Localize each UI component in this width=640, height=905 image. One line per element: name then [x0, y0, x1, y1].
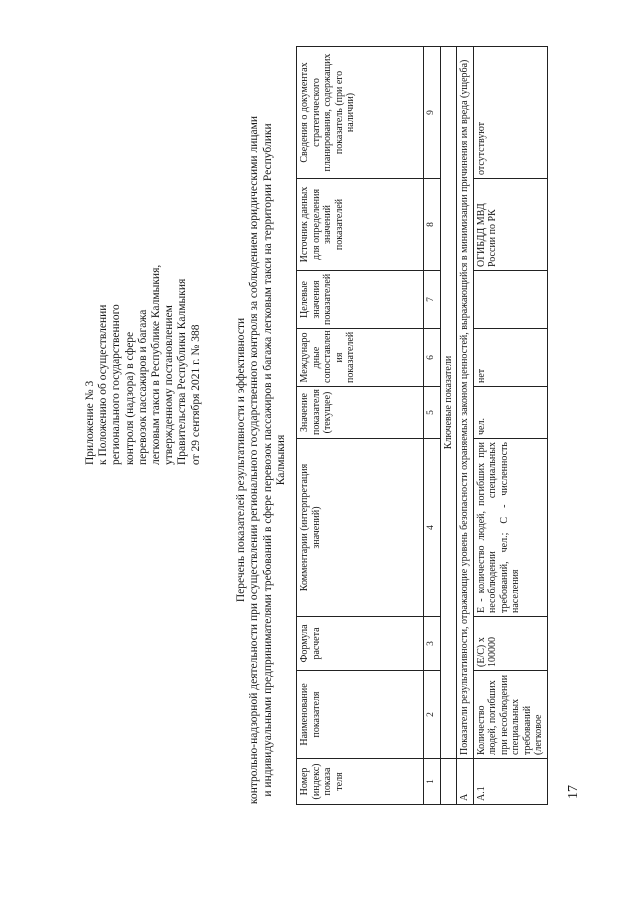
column-number: 6 — [424, 329, 441, 387]
title-line: и индивидуальными предпринимателями требований в сфере перевозок пассажиров и багажа легковым такси на территории Республики — [261, 123, 274, 797]
header-cell-target: Целевые значения показателей — [297, 271, 424, 329]
row-docs: отсутствуют — [473, 47, 547, 179]
row-formula: (Е/С) х 100000 — [473, 617, 547, 671]
title-line: Перечень показателей результативности и эффективности — [235, 317, 247, 603]
header-cell-docs: Сведения о документах стратегического планирования, содержащих показатель (при его наличии) — [297, 47, 424, 179]
annex-block — [84, 145, 203, 465]
annex-line: контроля (надзора) в сфере — [123, 331, 136, 465]
page-number: 17 — [566, 785, 581, 799]
section-a-row — [457, 47, 474, 805]
header-cell-source: Источник данных для определения значений показателей — [297, 179, 424, 271]
document-title — [235, 65, 289, 855]
annex-line: Приложение № 3 — [84, 380, 96, 465]
row-international: нет — [473, 329, 547, 387]
indicators-table — [296, 46, 548, 805]
row-source: ОГИБДД МВД России по РК — [473, 179, 547, 271]
row-index: А.1 — [473, 759, 547, 805]
section-a-label: Показатели результативности, отражающие уровень безопасности охраняемых законом ценностей, выражающийся в минимизации причинения им вреда (ущерба) — [457, 47, 474, 759]
title-line: Калмыкия — [275, 434, 288, 486]
section-a-index: А — [457, 759, 474, 805]
table-row — [473, 47, 547, 805]
row-comment: Е - количество людей, погибших при несоблюдении специальных требований, чел.; С - численность населения — [473, 439, 547, 617]
header-cell-value: Значение показателя (текущее) — [297, 387, 424, 439]
header-cell-index: Номер (индекс) показа теля — [297, 759, 424, 805]
annex-line: легковым такси в Республике Калмыкия, — [150, 264, 163, 465]
section-key-index — [440, 759, 457, 805]
column-number: 2 — [424, 671, 441, 759]
column-number: 1 — [424, 759, 441, 805]
header-row — [297, 47, 424, 805]
column-number: 5 — [424, 387, 441, 439]
header-cell-name: Наименование показателя — [297, 671, 424, 759]
column-number: 9 — [424, 47, 441, 179]
column-number: 8 — [424, 179, 441, 271]
annex-line: Правительства Республики Калмыкия — [176, 278, 189, 465]
title-line: контрольно-надзорной деятельности при осуществлении регионального государственного контроля за соблюдением юридическими лицами — [248, 115, 261, 805]
annex-line: перевозок пассажиров и багажа — [136, 309, 149, 465]
section-key-label: Ключевые показатели — [440, 47, 457, 759]
row-target — [473, 271, 547, 329]
section-key-row — [440, 47, 457, 805]
column-number-row — [424, 47, 441, 805]
annex-line: регионального государственного — [110, 304, 123, 465]
column-number: 3 — [424, 617, 441, 671]
header-cell-comment: Комментарии (интерпретация значений) — [297, 439, 424, 617]
annex-line: к Положению об осуществлении — [97, 304, 110, 465]
row-value: чел. — [473, 387, 547, 439]
column-number: 7 — [424, 271, 441, 329]
annex-line: от 29 сентября 2021 г. № 388 — [189, 324, 202, 465]
row-name: Количество людей, погибших при несоблюдении специальных требований (легковое — [473, 671, 547, 759]
annex-line: утвержденному постановлением — [163, 305, 176, 465]
header-cell-international: Междунаро дные сопоставлен ия показателей — [297, 329, 424, 387]
column-number: 4 — [424, 439, 441, 617]
header-cell-formula: Формула расчета — [297, 617, 424, 671]
